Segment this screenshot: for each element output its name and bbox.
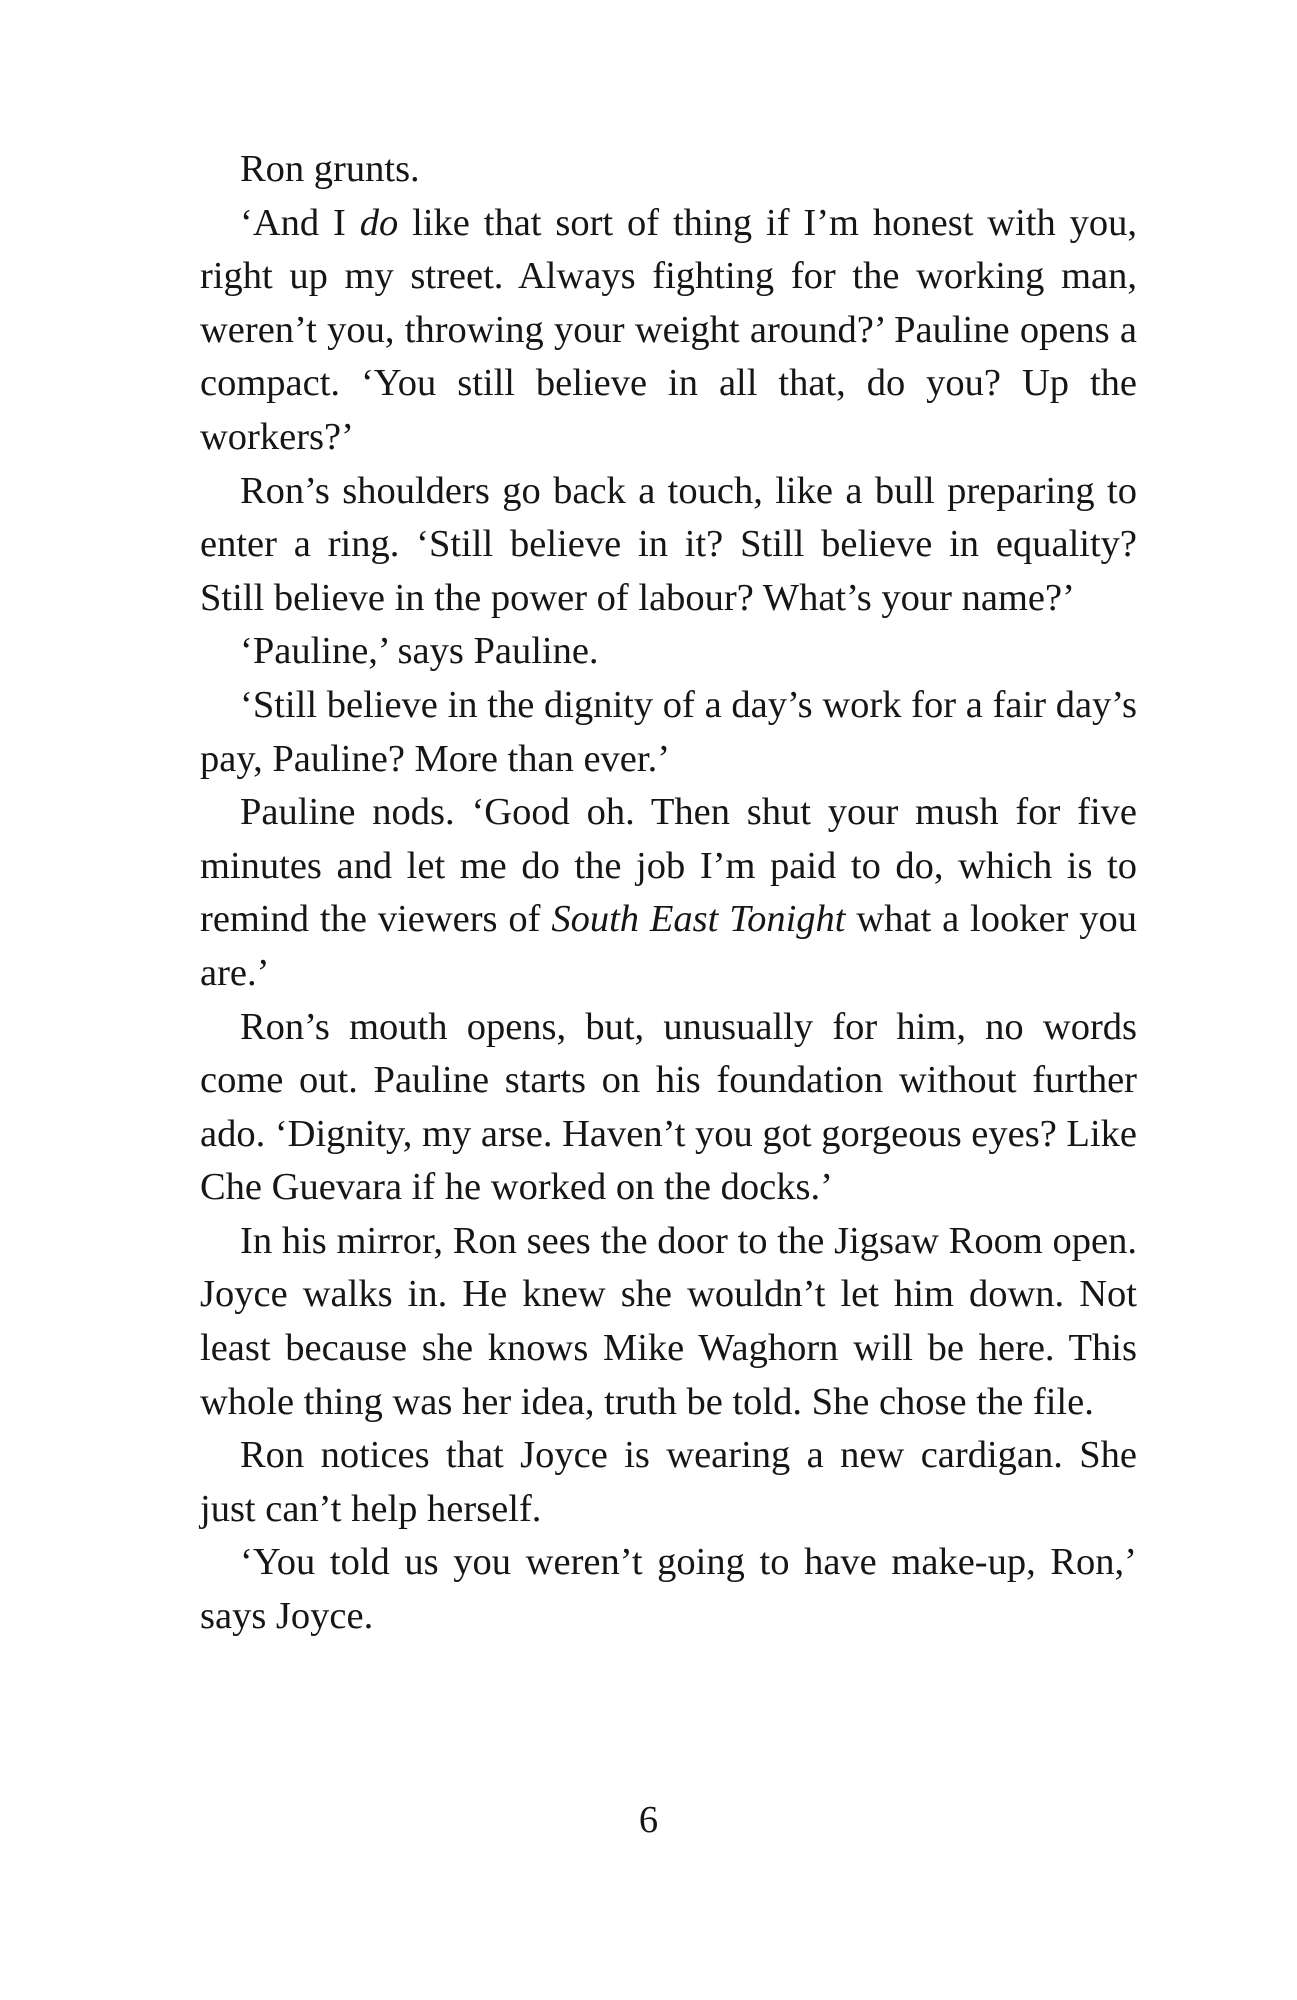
text-run: ‘You told us you weren’t going to have make-up, Ron,’ says Joyce. bbox=[200, 1541, 1137, 1638]
text-run: Pauline nods. ‘Good oh. Then shut your mush for five minutes and let me do the job I’m paid to do, which is to remind the viewers of bbox=[200, 791, 1137, 941]
text-run: ‘And I bbox=[240, 201, 360, 244]
paragraph bbox=[200, 197, 1137, 465]
paragraph bbox=[200, 1215, 1137, 1429]
body-text bbox=[200, 143, 1137, 1644]
paragraph bbox=[200, 625, 1137, 679]
text-run: Ron’s mouth opens, but, unusually for him, no words come out. Pauline starts on his foundation without further ado. ‘Dignity, my arse. Haven’t you got gorgeous eyes? Like Che Guevara if he worked on the docks.’ bbox=[200, 1005, 1137, 1209]
text-run: ‘Still believe in the dignity of a day’s work for a fair day’s pay, Pauline? More than ever.’ bbox=[200, 683, 1137, 780]
text-run: In his mirror, Ron sees the door to the Jigsaw Room open. Joyce walks in. He knew she wouldn’t let him down. Not least because she knows Mike Waghorn will be here. This whole thing was her idea, truth be told. She chose the file. bbox=[200, 1219, 1137, 1423]
text-run: like that sort of thing if I’m honest with you, right up my street. Always fighting for the working man, weren’t you, throwing your weight around?’ Pauline opens a compact. ‘You still believe in all that, do you? Up the workers?’ bbox=[200, 201, 1137, 458]
paragraph bbox=[200, 1001, 1137, 1215]
text-run: Ron grunts. bbox=[240, 148, 420, 190]
page-number: 6 bbox=[638, 1799, 659, 1841]
text-run: ‘Pauline,’ says Pauline. bbox=[240, 630, 599, 673]
paragraph bbox=[200, 679, 1137, 786]
paragraph bbox=[200, 786, 1137, 1000]
text-run: what a looker you are.’ bbox=[200, 898, 1137, 994]
italic-text: do bbox=[359, 201, 399, 244]
text-run: Ron notices that Joyce is wearing a new cardigan. She just can’t help herself. bbox=[200, 1434, 1137, 1530]
paragraph bbox=[200, 1429, 1137, 1536]
paragraph bbox=[200, 143, 1137, 197]
italic-text: South East Tonight bbox=[551, 898, 846, 941]
text-run: Ron’s shoulders go back a touch, like a bull preparing to enter a ring. ‘Still believe in it? Still believe in equality? Still believe in the power of labour? What’s your name?’ bbox=[200, 469, 1137, 619]
paragraph bbox=[200, 465, 1137, 626]
paragraph bbox=[200, 1536, 1137, 1643]
